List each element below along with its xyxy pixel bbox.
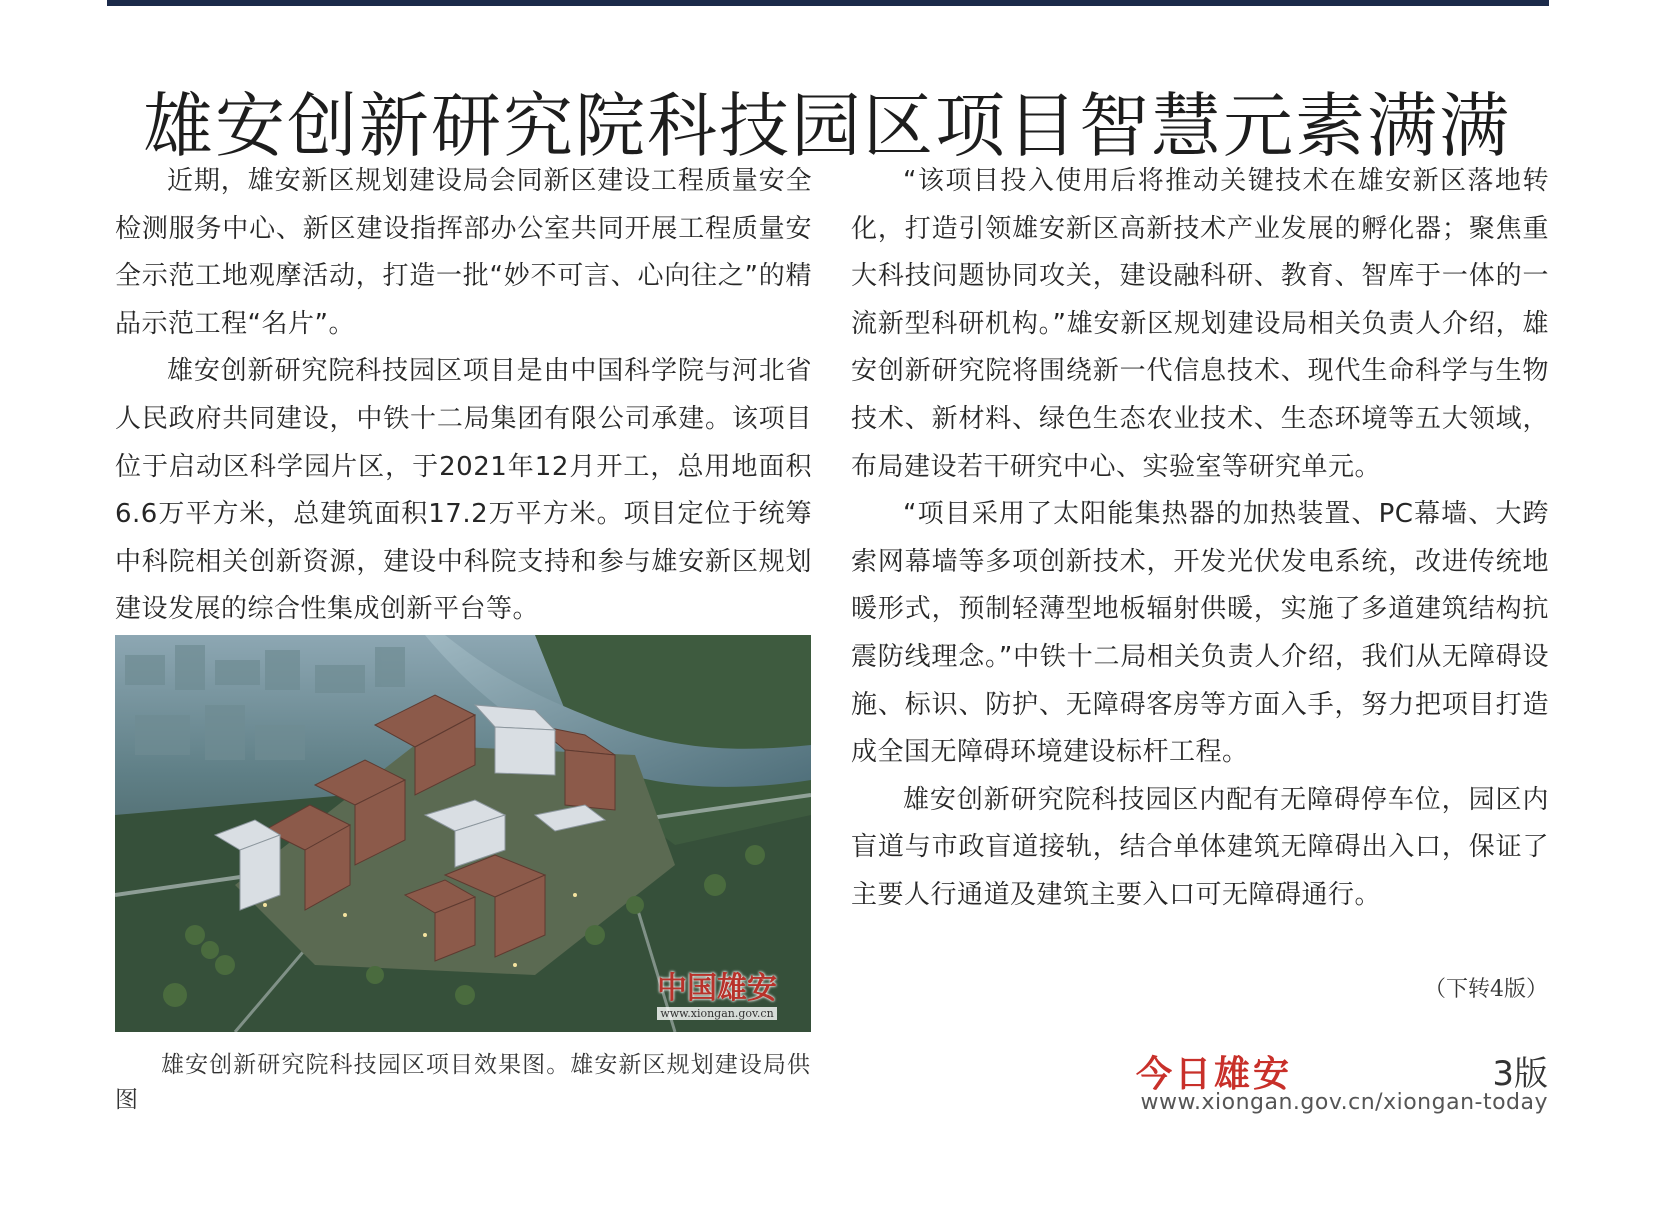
brand-logo: 今日雄安 [1136,1053,1293,1095]
continue-note: （下转4版） [1424,977,1548,1002]
rendering-photo [115,635,811,1032]
top-rule [107,0,1549,6]
page-number: 3版 [1492,1054,1548,1094]
right-column [851,158,1549,920]
right-paragraph-2: “项目采用了太阳能集热器的加热装置、PC幕墙、大跨索网幕墙等多项创新技术，开发光伏发电系统，改进传统地暖形式，预制轻薄型地板辐射供暖，实施了多道建筑结构抗震防线理念。”中铁十二局相关负责人介绍，我们从无障碍设施、标识、防护、无障碍客房等方面入手，努力把项目打造成全国无障碍环境建设标杆工程。 [851,499,1549,768]
watermark-logo-text: 中国雄安 [657,971,777,1006]
left-column [115,158,812,634]
headline: 雄安创新研究院科技园区项目智慧元素满满 [143,84,1511,167]
left-paragraph-1: 近期，雄安新区规划建设局会同新区建设工程质量安全检测服务中心、新区建设指挥部办公室共同开展工程质量安全示范工地观摩活动，打造一批“妙不可言、心向往之”的精品示范工程“名片”。 [115,166,812,339]
site-url: www.xiongan.gov.cn/xiongan-today [1140,1090,1548,1115]
right-paragraph-3: 雄安创新研究院科技园区内配有无障碍停车位，园区内盲道与市政盲道接轨，结合单体建筑无障碍出入口，保证了主要人行通道及建筑主要入口可无障碍通行。 [851,784,1549,910]
left-paragraph-2: 雄安创新研究院科技园区项目是由中国科学院与河北省人民政府共同建设，中铁十二局集团有限公司承建。该项目位于启动区科学园片区，于2021年12月开工，总用地面积6.6万平方米，总建筑面积17.2万平方米。项目定位于统筹中科院相关创新资源，建设中科院支持和参与雄安新区规划建设发展的综合性集成创新平台等。 [115,356,812,625]
right-paragraph-1: “该项目投入使用后将推动关键技术在雄安新区落地转化，打造引领雄安新区高新技术产业发展的孵化器；聚焦重大科技问题协同攻关，建设融科研、教育、智库于一体的一流新型科研机构。”雄安新区规划建设局相关负责人介绍，雄安创新研究院将围绕新一代信息技术、现代生命科学与生物技术、新材料、绿色生态农业技术、生态环境等五大领域，布局建设若干研究中心、实验室等研究单元。 [851,166,1549,482]
photo-watermark [657,963,777,1020]
watermark-url: www.xiongan.gov.cn [657,1007,777,1020]
photo-caption: 雄安创新研究院科技园区项目效果图。雄安新区规划建设局供图 [115,1052,811,1113]
